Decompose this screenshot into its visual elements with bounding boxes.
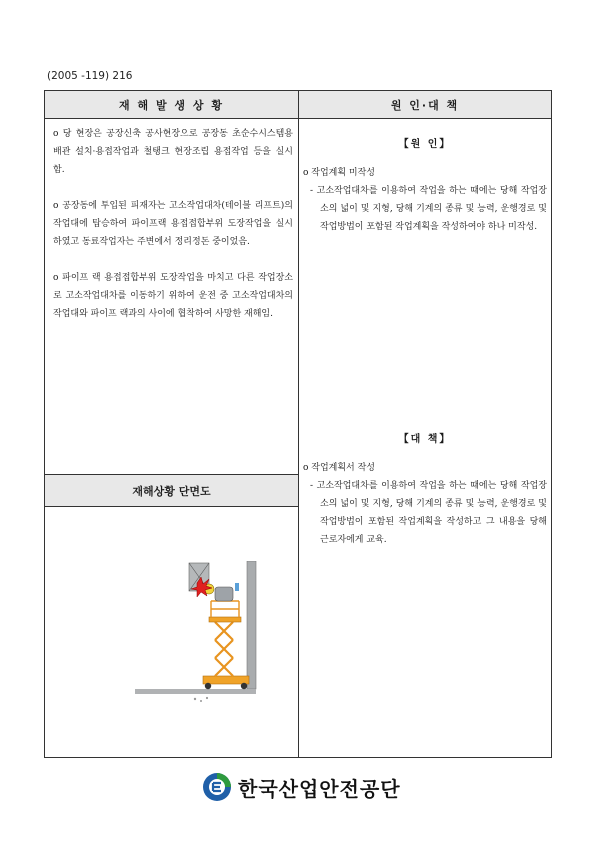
accident-illustration	[135, 561, 265, 711]
lift-base	[203, 676, 249, 684]
situation-header: 재 해 발 생 상 황	[45, 91, 298, 119]
organization-name: 한국산업안전공단	[238, 776, 401, 801]
cause-heading: 【원 인】	[398, 139, 452, 150]
ground	[135, 689, 256, 694]
cause-section	[303, 135, 547, 236]
cause-detail: - 고소작업대차를 이용하여 작업을 하는 때에는 당해 작업장소의 넓이 및 지형, 당해 기계의 종류 및 능력, 운행경로 및 작업방법이 포함된 작업계획을 작성하여야 하나 미작성.	[310, 186, 547, 232]
cause-bullet: o 작업계획 미작성	[303, 168, 375, 178]
scissor-arms	[215, 622, 233, 676]
measure-detail: - 고소작업대차를 이용하여 작업을 하는 때에는 당해 작업장소의 넓이 및 지형, 당해 기계의 종류 및 능력, 운행경로 및 작업방법이 포함된 작업계획을 작성하고 그 내용을 당해 근로자에게 교육.	[310, 481, 547, 545]
report-table	[44, 90, 552, 758]
pipe-rack-column	[247, 561, 256, 689]
kosha-logo-icon	[202, 772, 232, 802]
diagram-header: 재해상황 단면도	[45, 474, 298, 507]
paint-can	[235, 583, 239, 591]
lift-wheel	[205, 683, 211, 689]
column-divider	[298, 91, 299, 757]
measure-section	[303, 430, 547, 549]
situation-text	[53, 125, 293, 341]
footer	[202, 772, 401, 802]
situation-paragraph: o 당 현장은 공장신축 공사현장으로 공장동 초순수시스템용 배관 설치·용접작업과 철탱크 현장조립 용접작업 등을 실시함.	[53, 129, 293, 175]
lift-wheel	[241, 683, 247, 689]
situation-paragraph: o 공장동에 투입된 피재자는 고소작업대차(테이블 리프트)의 작업대에 탑승하여 파이프랙 용접접합부위 도장작업을 실시하였고 동료작업자는 주변에서 정리정돈 중이었음.	[53, 201, 293, 247]
measure-bullet: o 작업계획서 작성	[303, 463, 375, 473]
cause-measure-header: 원 인·대 책	[299, 91, 551, 119]
measure-heading: 【대 책】	[398, 434, 452, 445]
platform-guardrail	[211, 601, 239, 617]
situation-paragraph: o 파이프 랙 용접접합부위 도장작업을 마치고 다른 작업장소로 고소작업대차를 이동하기 위하여 운전 중 고소작업대차의 작업대와 파이프 랙과의 사이에 협착하여 사망한 재해임.	[53, 273, 293, 319]
worker	[215, 587, 233, 601]
document-number: (2005 -119) 216	[47, 70, 133, 82]
lift-platform	[209, 617, 241, 622]
